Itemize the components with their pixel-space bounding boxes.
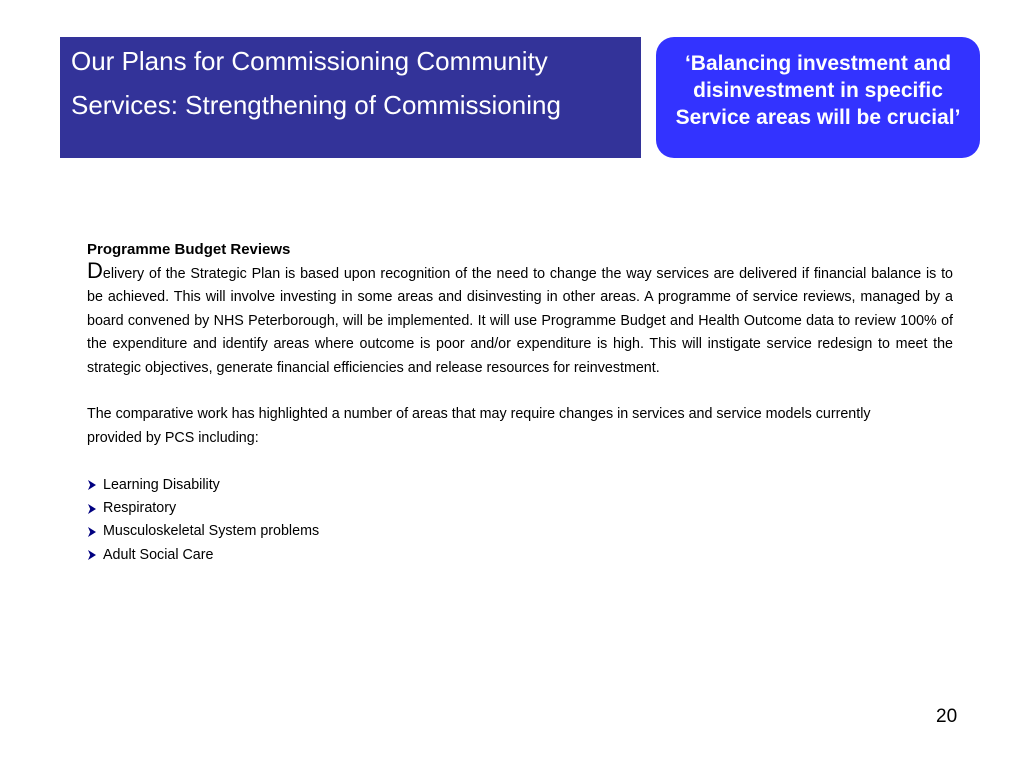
list-item-label: Musculoskeletal System problems <box>103 523 320 540</box>
strategic-plan-text: elivery of the Strategic Plan is based upon recognition of the need to change the way services are delivered if financial balance is to be achieved. This will involve investing in some areas and disinvesting in other areas. A programme of service reviews, managed by a board convened by NHS Peterborough, will be implemented. It will use Programme Budget and Health Outcome data to review 100% of the expenditure and identify areas where outcome is poor and/or expenditure is high. This will instigate service redesign to meet the strategic objectives, generate financial efficiencies and release resources for reinvestment. <box>87 266 953 376</box>
section-heading: Programme Budget Reviews <box>87 241 291 258</box>
list-item-label: Adult Social Care <box>103 546 214 563</box>
list-item <box>87 520 953 543</box>
arrow-bullet-icon <box>88 504 96 514</box>
quote-line-2: disinvestment in specific <box>693 79 943 102</box>
comparative-work-line-2: provided by PCS including: <box>87 429 259 446</box>
arrow-bullet-icon <box>88 550 96 560</box>
quote-text <box>676 50 961 131</box>
page-number: 20 <box>936 706 958 727</box>
quote-line-3: Service areas will be crucial’ <box>675 106 961 129</box>
drop-cap: D <box>87 258 103 283</box>
slide-title-line-1: Our Plans for Commissioning Community <box>71 46 548 76</box>
list-item <box>87 497 953 520</box>
list-item-label: Respiratory <box>103 500 177 517</box>
service-area-list <box>87 474 953 568</box>
comparative-work-line-1: The comparative work has highlighted a number of areas that may require changes in services and service models currently <box>87 406 871 423</box>
list-item <box>87 544 953 567</box>
slide-title-line-2: Services: Strengthening of Commissioning <box>71 90 561 120</box>
title-banner <box>60 37 641 158</box>
arrow-bullet-icon <box>88 480 96 490</box>
quote-line-1: ‘Balancing investment and <box>684 52 952 75</box>
arrow-bullet-icon <box>88 527 96 537</box>
list-item-label: Learning Disability <box>103 476 220 493</box>
comparative-work-paragraph <box>87 403 953 450</box>
strategic-plan-paragraph <box>87 258 953 380</box>
slide-body <box>87 239 953 567</box>
list-item <box>87 474 953 497</box>
paragraph-spacer <box>87 380 953 403</box>
quote-callout <box>656 37 980 158</box>
paragraph-spacer <box>87 450 953 473</box>
slide-title <box>71 39 629 127</box>
